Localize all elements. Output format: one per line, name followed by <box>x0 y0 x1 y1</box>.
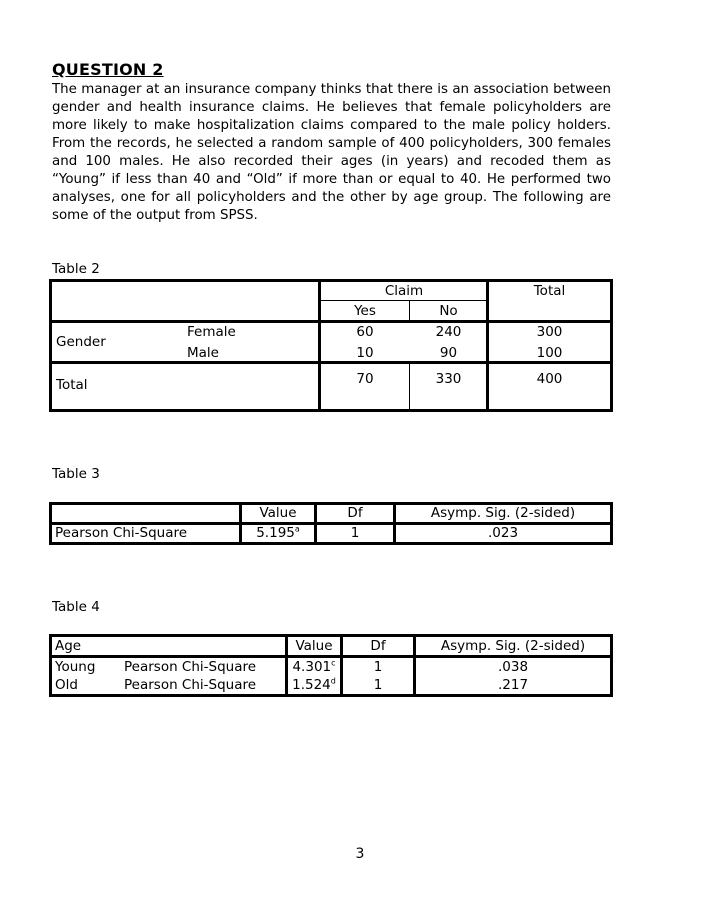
table4-df-header: Df <box>370 638 386 654</box>
table2-claim-header: Claim <box>384 283 424 299</box>
table2-male-label: Male <box>187 345 219 361</box>
question-paragraph: The manager at an insurance company thinks that there is an association between gender and health insurance claims. He believes that female policyholders are more likely to make hospitalization claims compared to the male policy holders. From the records, he selected a random sample of 400 policyholders, 300 females and 100 males. He also recorded their ages (in years) and recoded them as “Young” if less than 40 and “Old” if more than or equal to 40. He performed two analyses, one for all policyholders and the other by age group. The following are some of the output from SPSS. <box>52 82 611 223</box>
table3-sig-header: Asymp. Sig. (2-sided) <box>430 505 576 521</box>
table2-female-total: 300 <box>536 324 563 340</box>
table2-no-header: No <box>439 303 458 319</box>
table2-male-total: 100 <box>536 345 563 361</box>
table3-row-df: 1 <box>350 525 360 541</box>
table3-df-header: Df <box>347 505 363 521</box>
table4-row-value: 1.524$^d$ <box>292 676 336 693</box>
table2-divider <box>320 300 487 301</box>
page-number: 3 <box>355 846 365 862</box>
table2-female-yes: 60 <box>356 324 374 340</box>
table2-total-yes: 70 <box>356 371 374 387</box>
table4-caption: Table 4 <box>52 599 100 615</box>
question-title: QUESTION 2 <box>52 60 164 79</box>
table4-row-df: 1 <box>373 677 383 693</box>
table2-divider <box>49 361 613 364</box>
table2-divider <box>49 320 613 323</box>
table4-row-df: 1 <box>373 659 383 675</box>
table2-gender-label: Gender <box>56 334 106 350</box>
table4-row-sig: .038 <box>497 659 529 675</box>
table2-male-yes: 10 <box>356 345 374 361</box>
table2-total-header: Total <box>533 283 566 299</box>
table4-sig-header: Asymp. Sig. (2-sided) <box>440 638 586 654</box>
table2-total-label: Total <box>56 377 88 393</box>
table2-total-no: 330 <box>435 371 462 387</box>
table4-row-label: Pearson Chi-Square <box>124 677 257 693</box>
table4-row-value: 4.301$^c$ <box>292 658 336 675</box>
table4-row-sig: .217 <box>497 677 529 693</box>
table2-female-no: 240 <box>435 324 462 340</box>
table3-caption: Table 3 <box>52 466 100 482</box>
table3-value-header: Value <box>259 505 297 521</box>
table4-row-age: Young <box>55 659 96 675</box>
table4-row-age: Old <box>55 677 78 693</box>
table2-total-total: 400 <box>536 371 563 387</box>
table2-caption: Table 2 <box>52 261 100 277</box>
table2-yes-header: Yes <box>354 303 376 319</box>
table4-age-header: Age <box>55 638 82 654</box>
table3-row-sig: .023 <box>487 525 519 541</box>
table2-male-no: 90 <box>439 345 458 361</box>
table2-female-label: Female <box>187 324 236 340</box>
table3-row-value: 5.195$^a$ <box>256 524 300 541</box>
table4-row-label: Pearson Chi-Square <box>124 659 257 675</box>
table4-value-header: Value <box>295 638 333 654</box>
table3-row-label: Pearson Chi-Square <box>55 525 188 541</box>
